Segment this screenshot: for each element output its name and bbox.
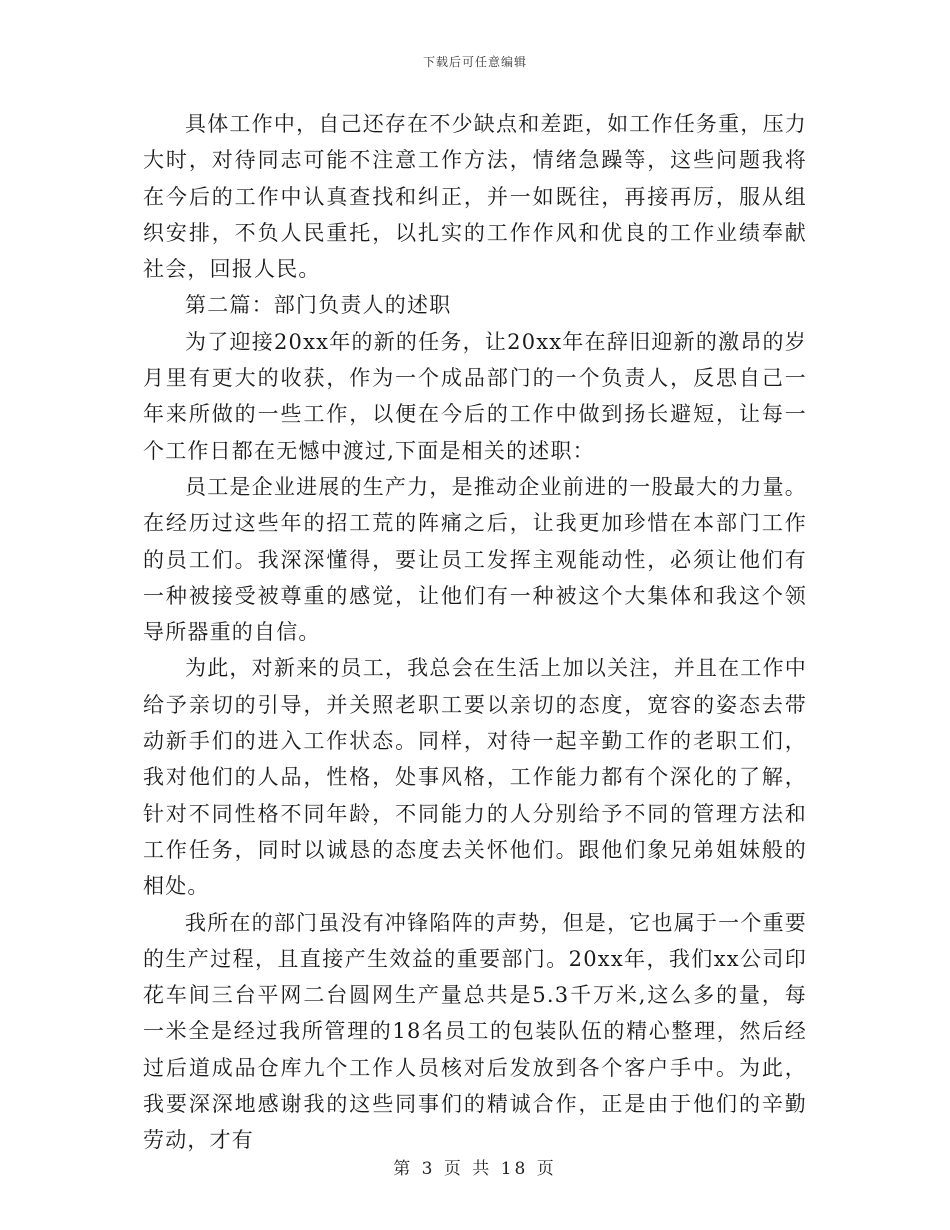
page-number: 第 3 页 共 18 页 [393, 1159, 557, 1179]
paragraph-employees: 员工是企业进展的生产力，是推动企业前进的一股最大的力量。在经历过这些年的招工荒的阵痛之后，让我更加珍惜在本部门工作的员工们。我深深懂得，要让员工发挥主观能动性，必须让他们有一种被接受被尊重的感觉，让他们有一种被这个大集体和我这个领导所器重的自信。 [143, 474, 807, 645]
document-body [143, 106, 807, 1159]
section-heading: 第二篇：部门负责人的述职 [185, 293, 452, 318]
paragraph-department: 我所在的部门虽没有冲锋陷阵的声势，但是，它也属于一个重要的生产过程，且直接产生效益的重要部门。20xx年，我们xx公司印花车间三台平网二台圆网生产量总共是5.3千万米,这么多的量，每一米全是经过我所管理的18名员工的包装队伍的精心整理，然后经过后道成品仓库九个工作人员核对后发放到各个客户手中。为此，我要深深地感谢我的这些同事们的精诚合作，正是由于他们的辛勤劳动，才有 [143, 910, 807, 1153]
paragraph-shortcomings: 具体工作中，自己还存在不少缺点和差距，如工作任务重，压力大时，对待同志可能不注意工作方法，情绪急躁等，这些问题我将在今后的工作中认真查找和纠正，并一如既往，再接再厉，服从组织安排，不负人民重托，以扎实的工作作风和优良的工作业绩奉献社会，回报人民。 [143, 112, 807, 282]
page-header: 下载后可任意编辑 [422, 55, 527, 69]
paragraph-intro: 为了迎接20xx年的新的任务，让20xx年在辞旧迎新的激昂的岁月里有更大的收获，作为一个成品部门的一个负责人，反思自己一年来所做的一些工作，以便在今后的工作中做到扬长避短，让每一个工作日都在无憾中渡过,下面是相关的述职： [143, 329, 807, 463]
paragraph-new-staff: 为此，对新来的员工，我总会在生活上加以关注，并且在工作中给予亲切的引导，并关照老职工要以亲切的态度，宽容的姿态去带动新手们的进入工作状态。同样，对待一起辛勤工作的老职工们，我对他们的人品，性格，处事风格，工作能力都有个深化的了解，针对不同性格不同年龄，不同能力的人分别给予不同的管理方法和工作任务，同时以诚恳的态度去关怀他们。跟他们象兄弟姐妹般的相处。 [143, 656, 807, 899]
